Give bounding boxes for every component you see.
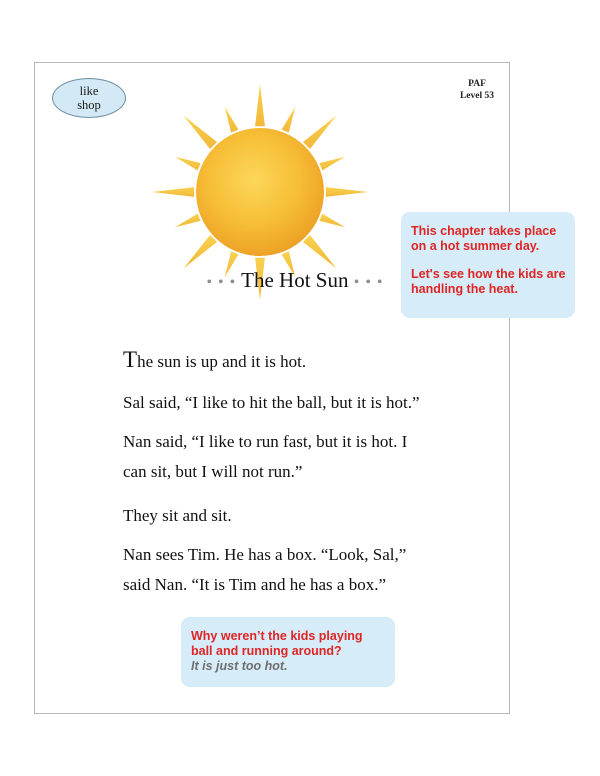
story-line-1	[123, 347, 306, 373]
sun-core	[196, 128, 324, 256]
story-line-1-rest: he sun is up and it is hot.	[137, 352, 307, 371]
story-line-6: Nan sees Tim. He has a box. “Look, Sal,”	[123, 545, 407, 564]
title-trailing-dots: • • •	[353, 274, 384, 291]
sun-ray	[282, 107, 296, 133]
title-leading-dots: • • •	[206, 274, 237, 291]
story-drop-cap: T	[123, 347, 138, 372]
sight-word-shop: shop	[77, 98, 101, 112]
level-label	[452, 78, 502, 102]
sun-ray	[225, 107, 239, 133]
story-line-2: Sal said, “I like to hit the ball, but it is hot.”	[123, 393, 420, 412]
story-line-4: can sit, but I will not run.”	[123, 462, 303, 481]
sun-ray	[184, 116, 217, 149]
sun-illustration	[150, 64, 370, 336]
teacher-note-top	[401, 212, 575, 318]
chapter-title	[190, 268, 400, 293]
sun-ray	[184, 235, 217, 268]
sun-ray	[303, 116, 336, 149]
note-bottom-answer: It is just too hot.	[191, 659, 288, 673]
sun-ray	[175, 214, 201, 228]
sun-ray	[255, 84, 265, 126]
sun-ray	[303, 235, 336, 268]
story-line-5: They sit and sit.	[123, 506, 232, 525]
sun-ray	[326, 187, 368, 197]
note-top-line2: Let's see how the kids are handling the heat.	[411, 267, 566, 296]
sun-ray	[175, 157, 201, 171]
title-text: The Hot Sun	[241, 268, 349, 292]
level-number: Level 53	[459, 91, 495, 101]
sun-ray	[319, 214, 345, 228]
story-line-7: said Nan. “It is Tim and he has a box.”	[123, 575, 386, 594]
sight-word-oval	[52, 78, 126, 118]
level-program: PAF	[468, 79, 486, 89]
sun-ray	[319, 157, 345, 171]
note-bottom-question: Why weren’t the kids playing ball and running around?	[191, 629, 363, 658]
teacher-note-bottom	[181, 617, 395, 687]
note-top-line1: This chapter takes place on a hot summer day.	[411, 224, 557, 253]
story-line-3: Nan said, “I like to run fast, but it is hot. I	[123, 432, 408, 451]
sun-ray	[152, 187, 194, 197]
sight-word-like: like	[79, 84, 99, 98]
